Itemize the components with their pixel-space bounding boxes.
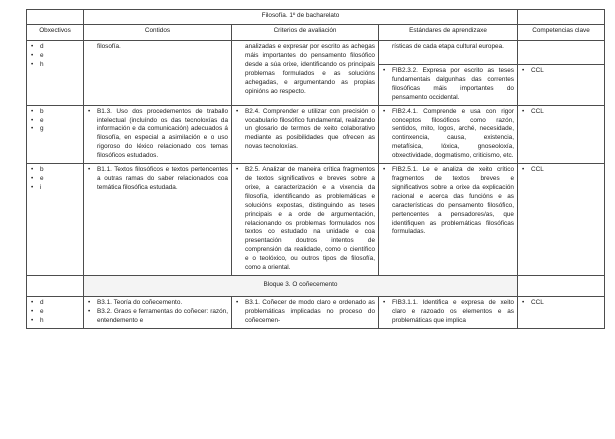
table-row [27,164,605,276]
header-spacer-right [518,10,605,25]
column-header-competencias: Competencias clave [518,25,605,41]
cell-text: filosofía. [97,43,121,50]
table-title-row [27,10,605,25]
criterios-cell-list [235,299,375,326]
contidos-cell-list [87,299,228,326]
criterios-cell [232,296,379,328]
list-item: • FIB3.1.1. Identifica e expresa de xeito claro e razoado os elementos e as problemáticas que implica [382,299,514,326]
estandares-list [379,65,517,105]
list-item: • CCL [521,299,601,308]
table-body [27,10,605,329]
list-item: • d [30,299,80,308]
estandares-cell [379,296,518,328]
criterios-cell-list [235,166,375,273]
obxectivos-cell-list [30,166,80,193]
list-item: • FIB2.3.2. Expresa por escrito as teses fundamentais dalgunhas das correntes filosóficas máis importantes do pensamento occidental. [382,67,514,103]
contidos-cell [84,164,232,276]
contidos-cell [84,296,232,328]
list-item: • B3.2. Graos e ferramentas do coñecer: razón, entendemento e [87,308,228,326]
list-item: • h [30,61,80,70]
table-title: Filosofía. 1º de bacharelato [84,10,518,25]
table-row [27,296,605,328]
table-row [27,41,605,106]
column-header-contidos: Contidos [84,25,232,41]
curriculum-table [26,9,605,329]
obxectivos-cell [27,296,84,328]
band-spacer-right [518,275,605,296]
competencias-cell [518,41,605,106]
column-header-row [27,25,605,41]
obxectivos-cell-list [30,43,80,70]
competence-list [521,67,601,76]
column-header-criterios: Criterios de avaliación [232,25,379,41]
estandares-cell [379,105,518,163]
list-item: • B1.3. Uso dos procedementos de traballo intelectual (incluíndo os das tecnoloxías da información e da comunicación) adecuados á filosofía, en especial a asimilación e o uso rigoroso do léxico relacionado cos temas filosóficos estudados. [87,108,228,161]
list-item: • CCL [521,166,601,175]
competencias-cell-list [521,166,601,175]
estandares-cell-list [382,166,514,237]
list-item: • e [30,175,80,184]
list-item: • e [30,308,80,317]
estandares-cell [379,41,518,106]
header-spacer-left [27,10,84,25]
column-header-obxectivos: Obxectivos [27,25,84,41]
competencias-cell [518,296,605,328]
competence-slot [518,41,604,65]
estandares-cell-list [382,108,514,161]
competencias-cell-list [521,299,601,308]
criterios-cell [232,164,379,276]
estandares-cell [379,164,518,276]
contidos-cell-list [87,166,228,193]
list-item: • FIB2.5.1. Le e analiza de xeito crítico fragmentos de textos breves e significativos sobre a orixe da explicación racional e acerca das funcións e as características do pensamento filosófico, pertencentes a pensadores/as, que identifiquen as problemáticas filosóficas formuladas. [382,166,514,237]
obxectivos-cell [27,164,84,276]
list-item: • i [30,184,80,193]
list-item: • B2.5. Analizar de maneira crítica fragmentos de textos significativos e breves sobre a orixe, a caracterización e a vixencia da filosofía, identificando as problemáticas e solucións expostas, distinguindo as teses principais e a orde de argumentación, relacionando os problemas formulados nos textos co estudado na unidade e coa presentación doutros intentos de comprensión da realidade, como o científico e o teolóxico, ou outros tipos de filosofía, como a oriental. [235,166,375,273]
list-item: • b [30,166,80,175]
criterios-cell [232,105,379,163]
list-item: • B3.1. Teoría do coñecemento. [87,299,228,308]
competencias-cell [518,105,605,163]
list-item: • B2.4. Comprender e utilizar con precisión o vocabulario filosófico fundamental, realizando un glosario de termos de xeito colaborativo mediante as posibilidades que ofrecen as novas tecnoloxías. [235,108,375,153]
list-item: • h [30,317,80,326]
competencias-cell [518,164,605,276]
table-row [27,105,605,163]
list-item: • b [30,108,80,117]
obxectivos-cell [27,105,84,163]
competence-slot [518,65,604,78]
contidos-cell-list [87,108,228,161]
list-item: • e [30,117,80,126]
competencias-cell-list [521,108,601,117]
list-item: • FIB2.4.1. Comprende e usa con rigor conceptos filosóficos como razón, sentidos, mito, logos, arché, necesidade, continxencia, causa, existencia, metafísica, lóxica, gnoseoloxía, obxectividade, dogmatismo, criticismo, etc. [382,108,514,161]
contidos-cell [84,41,232,106]
obxectivos-cell [27,41,84,106]
estandares-cell-list [382,299,514,326]
contidos-cell [84,105,232,163]
column-header-estandares: Estándares de aprendizaxe [379,25,518,41]
band-spacer-left [27,275,84,296]
list-item: • B3.1. Coñecer de modo claro e ordenado as problemáticas implicadas no proceso do coñecemen- [235,299,375,326]
list-item: • d [30,43,80,52]
criterios-cell [232,41,379,106]
criterios-cell-list [235,108,375,153]
obxectivos-cell-list [30,299,80,326]
block-title: Bloque 3. O coñecemento [84,275,518,296]
cell-text: rísticas de cada etapa cultural europea. [379,41,517,65]
obxectivos-cell-list [30,108,80,135]
list-item: • B1.1. Textos filosóficos e textos pertencentes a outras ramas do saber relacionados coa temática filosófica estudada. [87,166,228,193]
list-item: • g [30,125,80,134]
block-band-row [27,275,605,296]
list-item: • e [30,52,80,61]
cell-text: analizadas e expresar por escrito as achegas máis importantes do pensamento filosófico desde a súa orixe, identificando os principais problemas formulados e as solucións achegadas, e argumentando as propias opinións ao respecto. [245,43,375,95]
list-item: • CCL [521,108,601,117]
competence-item: • CCL [521,67,601,76]
